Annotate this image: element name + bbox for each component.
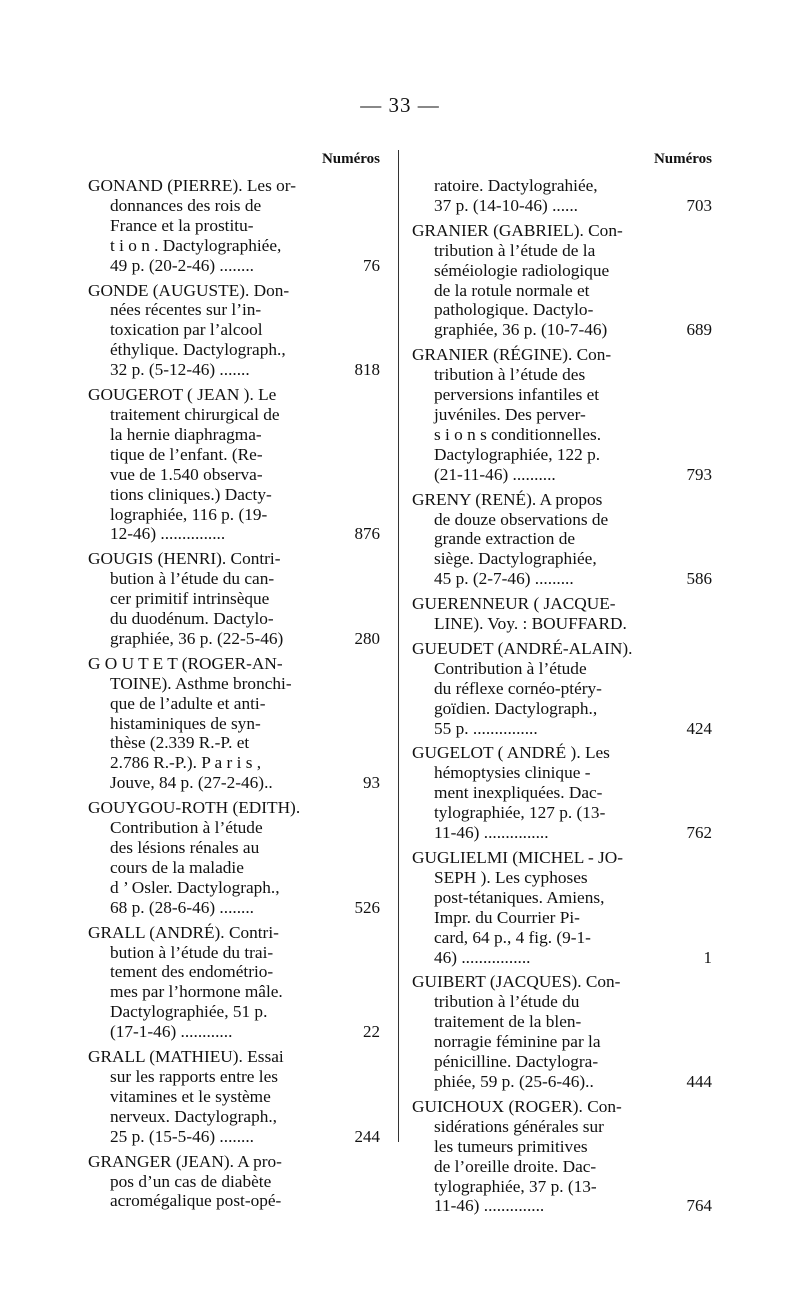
entry-line: les tumeurs primitives [434,1136,588,1156]
entry-line: de l’oreille droite. Dac- [434,1156,597,1176]
entry-line: vue de 1.540 observa- [110,464,263,484]
entry-line: sur les rapports entre les [110,1066,278,1086]
entry-line: G O U T E T (ROGER-AN- [88,653,283,673]
entry-line: Impr. du Courrier Pi- [434,907,580,927]
entry-text [412,972,672,1091]
entry-line: (17-1-46) ............ [110,1022,233,1042]
entry-number: 818 [354,360,380,380]
entry-line: t i o n . Dactylographiée, [110,235,282,255]
entry-line: GUGLIELMI (MICHEL - JO- [412,848,624,867]
entry-text [412,639,672,739]
entry-line: juvéniles. Des perver- [434,404,586,424]
entry-line: GONAND (PIERRE). Les or- [88,176,296,195]
entry-line: cours de la maladie [110,857,244,877]
entry-text [412,594,672,634]
index-entry [88,176,380,276]
entry-text [88,176,334,276]
entry-line: GUEUDET (ANDRÉ-ALAIN). [412,638,633,658]
index-entry [412,594,712,634]
entry-line: Jouve, 84 p. (27-2-46).. [110,773,273,793]
index-entry [412,490,712,590]
entry-number: 444 [686,1071,712,1091]
entry-number: 876 [354,524,380,544]
entry-number: 689 [686,320,712,340]
entry-text [88,1047,334,1147]
entry-line: pos d’un cas de diabète [110,1171,272,1191]
entry-line: 12-46) ............... [110,524,226,544]
entry-line: goïdien. Dactylograph., [434,698,598,718]
entry-line: sidérations générales sur [434,1116,604,1136]
entry-number: 280 [354,628,380,648]
index-entry [412,743,712,843]
entry-line: pénicilline. Dactylogra- [434,1052,599,1072]
entry-line: tique de l’enfant. (Re- [110,444,263,464]
column-divider [398,150,399,1142]
entry-line: France et la prostitu- [110,215,254,235]
index-entry [88,385,380,544]
entry-line: histaminiques de syn- [110,713,261,733]
entry-text [88,281,334,381]
entry-line: norragie féminine par la [434,1032,601,1052]
entry-line: que de l’adulte et anti- [110,693,266,713]
entry-line: LINE). Voy. : BOUFFARD. [434,614,627,634]
entry-line: tement des endométrio- [110,962,274,982]
entry-line: tribution à l’étude des [434,365,586,385]
entry-line: tribution à l’étude de la [434,240,596,260]
entry-line: Contribution à l’étude [110,818,263,838]
entry-line: Dactylographiée, 122 p. [434,444,601,464]
entry-line: du réflexe cornéo-ptéry- [434,678,602,698]
entry-line: GRANIER (GABRIEL). Con- [412,220,623,240]
index-entry [88,654,380,793]
entry-line: perversions infantiles et [434,385,600,405]
entry-line: graphiée, 36 p. (22-5-46) [110,628,284,648]
left-column [88,150,380,1211]
entry-line: Contribution à l’étude [434,658,587,678]
entry-line: (21-11-46) .......... [434,464,556,484]
entry-line: éthylique. Dactylograph., [110,340,286,360]
entry-line: du duodénum. Dactylo- [110,609,274,629]
entry-line: phiée, 59 p. (25-6-46).. [434,1071,594,1091]
entry-line: 2.786 R.-P.). P a r i s , [110,753,262,773]
entry-number: 244 [354,1126,380,1146]
entry-line: GRALL (ANDRÉ). Contri- [88,922,279,942]
index-entry [412,345,712,484]
entry-text [88,549,334,649]
entry-line: GRALL (MATHIEU). Essai [88,1047,284,1067]
entry-line: TOINE). Asthme bronchi- [110,673,292,693]
entry-line: bution à l’étude du trai- [110,942,274,962]
entry-line: cer primitif intrinsèque [110,589,270,609]
entry-number: 764 [686,1196,712,1216]
entry-line: 68 p. (28-6-46) ........ [110,897,254,917]
index-entry [412,176,712,216]
entry-text [88,923,334,1042]
entry-number: 586 [686,569,712,589]
entry-line: de douze observations de [434,509,609,529]
entry-line: tylographiée, 37 p. (13- [434,1176,597,1196]
entry-line: 25 p. (15-5-46) ........ [110,1126,254,1146]
entry-line: nées récentes sur l’in- [110,300,262,320]
entry-line: traitement chirurgical de [110,404,280,424]
entry-number: 424 [686,718,712,738]
index-entry [412,221,712,340]
entry-line: la hernie diaphragma- [110,424,262,444]
index-entry [88,923,380,1042]
left-entries [88,176,380,1211]
entry-line: 11-46) ............... [434,823,549,843]
entry-number: 762 [686,823,712,843]
entry-line: GOUGIS (HENRI). Contri- [88,549,281,569]
entry-text [88,385,334,544]
entry-text [412,345,672,484]
entry-text [412,848,672,967]
entry-line: GOUYGOU-ROTH (EDITH). [88,798,301,818]
entry-line: des lésions rénales au [110,838,260,857]
entry-text [412,176,672,216]
entry-line: GUERENNEUR ( JACQUE- [412,594,616,614]
entry-line: ratoire. Dactylograhiée, [434,176,598,195]
index-entry [412,639,712,739]
entry-line: 37 p. (14-10-46) ...... [434,195,578,215]
entry-line: GRANIER (RÉGINE). Con- [412,345,612,365]
entry-number: 703 [686,195,712,215]
entry-line: Dactylographiée, 51 p. [110,1002,268,1022]
entry-line: hémoptysies clinique - [434,763,591,783]
entry-line: s i o n s conditionnelles. [434,424,602,444]
index-entry [88,549,380,649]
entry-line: 46) ................ [434,947,531,967]
entry-line: grande extraction de [434,529,576,549]
entry-text [412,1097,672,1216]
entry-line: GRANGER (JEAN). A pro- [88,1151,282,1171]
entry-line: GOUGEROT ( JEAN ). Le [88,385,277,405]
entry-text [412,490,672,590]
entry-line: d ’ Osler. Dactylograph., [110,877,280,897]
entry-line: toxication par l’alcool [110,320,263,340]
entry-line: acromégalique post-opé- [110,1191,282,1211]
index-entry [88,1047,380,1147]
entry-text [412,743,672,843]
right-column [412,150,712,1216]
entry-line: SEPH ). Les cyphoses [434,867,588,887]
entry-line: 45 p. (2-7-46) ......... [434,569,574,589]
entry-line: lographiée, 116 p. (19- [110,504,268,524]
entry-line: GUICHOUX (ROGER). Con- [412,1096,622,1116]
entry-line: vitamines et le système [110,1086,271,1106]
entry-line: card, 64 p., 4 fig. (9-1- [434,927,591,947]
entry-text [88,654,334,793]
index-entry [88,281,380,381]
entry-number: 1 [703,947,712,967]
entry-line: de la rotule normale et [434,280,590,300]
entry-line: séméiologie radiologique [434,260,610,280]
entry-number: 76 [363,255,380,275]
page-number: — 33 — [360,93,440,117]
entry-line: post-tétaniques. Amiens, [434,887,605,907]
right-entries [412,176,712,1216]
entry-line: 49 p. (20-2-46) ........ [110,255,254,275]
entry-line: 32 p. (5-12-46) ....... [110,360,250,380]
entry-line: traitement de la blen- [434,1012,582,1032]
entry-line: 55 p. ............... [434,718,538,738]
entry-line: 11-46) .............. [434,1196,545,1216]
entry-line: tions cliniques.) Dacty- [110,484,272,504]
entry-line: GONDE (AUGUSTE). Don- [88,280,290,300]
entry-line: graphiée, 36 p. (10-7-46) [434,320,608,340]
entry-line: bution à l’étude du can- [110,569,275,589]
index-entry [88,1152,380,1212]
entry-number: 793 [686,464,712,484]
entry-number: 526 [354,897,380,917]
entry-line: ment inexpliquées. Dac- [434,783,603,803]
right-column-header: Numéros [653,151,712,167]
entry-text [88,1152,334,1212]
entry-text [412,221,672,340]
entry-text [88,798,334,917]
entry-line: GUIBERT (JACQUES). Con- [412,972,621,992]
entry-line: mes par l’hormone mâle. [110,982,283,1002]
entry-line: siège. Dactylographiée, [434,549,597,569]
entry-line: tylographiée, 127 p. (13- [434,803,606,823]
left-column-header: Numéros [321,151,380,167]
entry-line: pathologique. Dactylo- [434,300,594,320]
entry-number: 22 [363,1022,380,1042]
entry-line: donnances des rois de [110,195,262,215]
entry-line: tribution à l’étude du [434,992,580,1012]
entry-line: thèse (2.339 R.-P. et [110,733,250,753]
entry-line: nerveux. Dactylograph., [110,1106,277,1126]
index-entry [412,1097,712,1216]
index-entry [88,798,380,917]
index-entry [412,972,712,1091]
index-entry [412,848,712,967]
entry-line: GUGELOT ( ANDRÉ ). Les [412,743,610,763]
entry-line: GRENY (RENÉ). A propos [412,489,603,509]
entry-number: 93 [363,773,380,793]
